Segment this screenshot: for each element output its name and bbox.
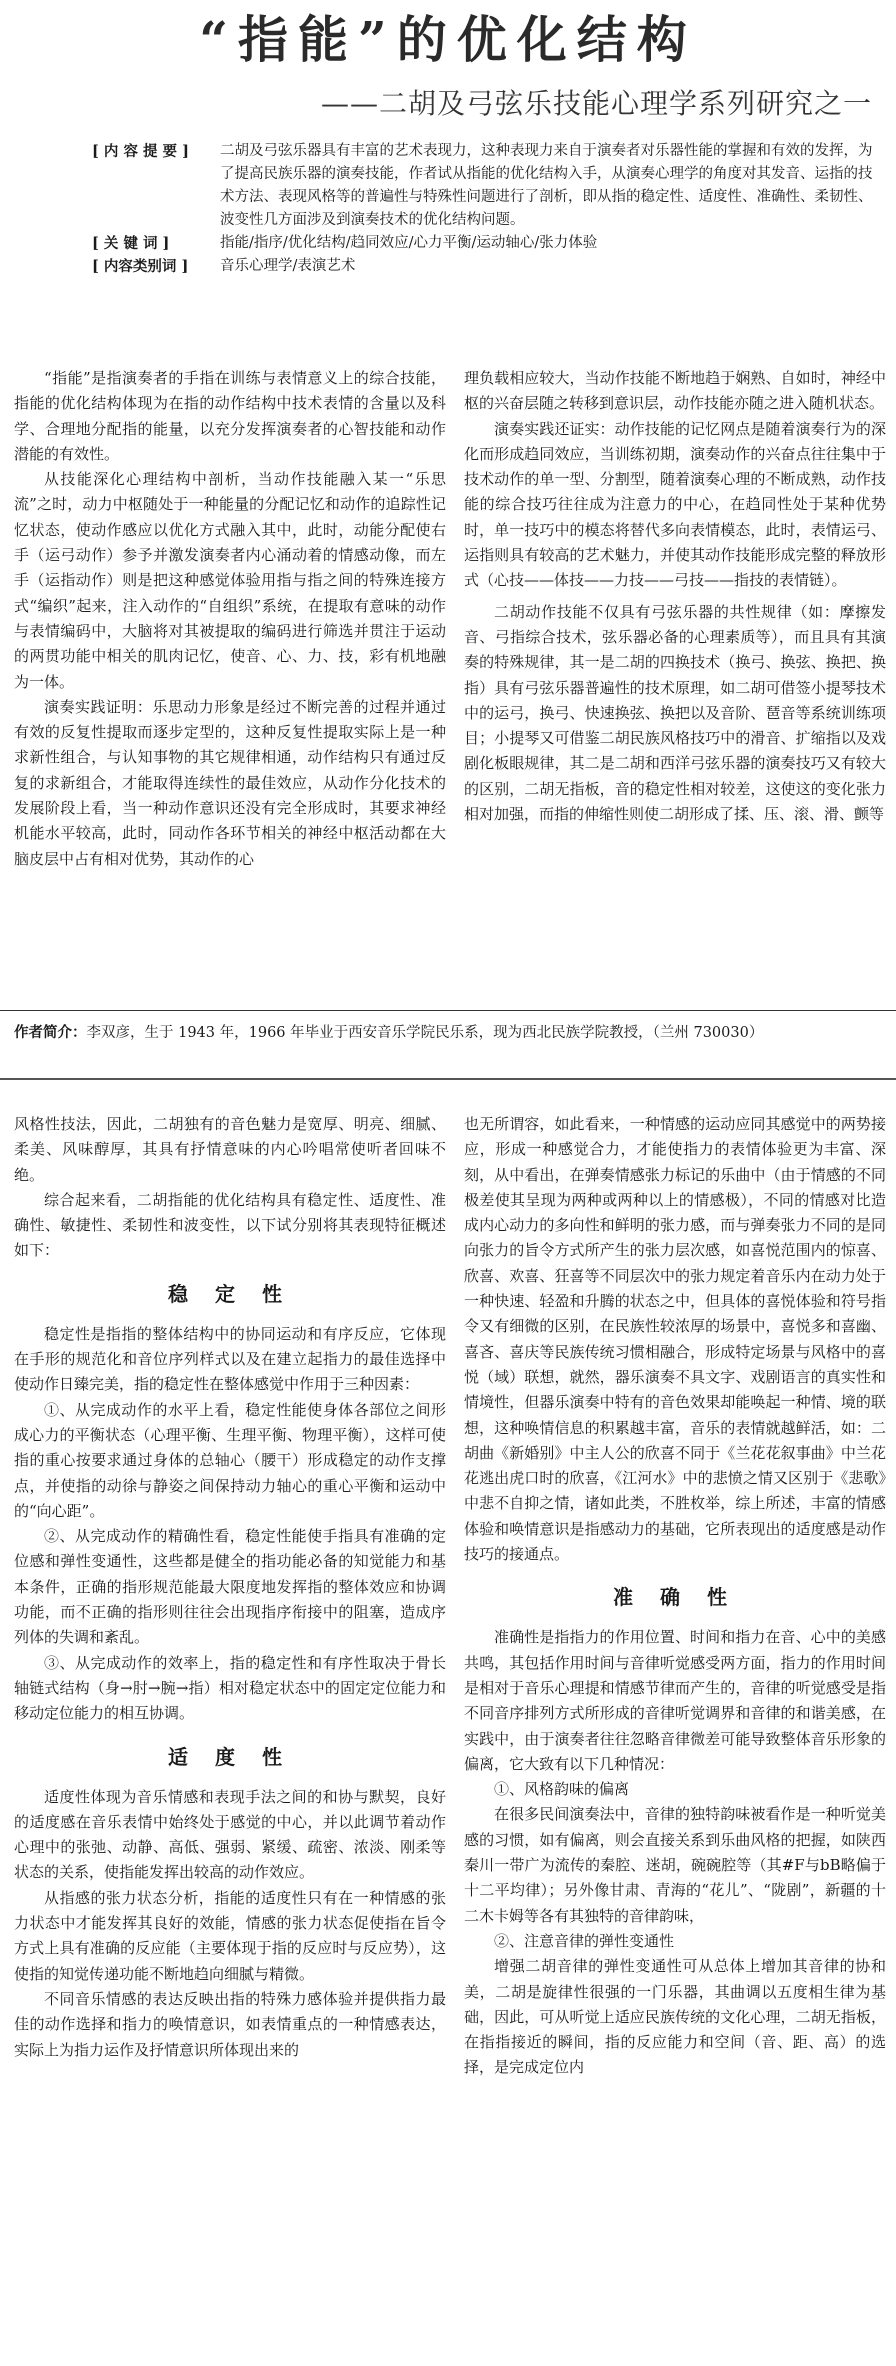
footnote-rule-top: [0, 1010, 896, 1011]
article-title: “指能”的优化结构: [199, 10, 697, 69]
category-row: [92, 255, 882, 278]
paragraph: 准确性是指指力的作用位置、时间和指力在音、心中的美感共鸣，其包括作用时间与音律听觉感受两方面，指力的作用时间是相对于音乐心理提和情感节律而产生的，音律的听觉感受是指不同音序排列方式所形成的音律听觉调界和音律的和谐美感，在实践中，由于演奏者往往忽略音律微差可能导致整体音乐形象的偏离，它大致有以下几种情况：: [464, 1628, 886, 1773]
paragraph: 演奏实践还证实：动作技能的记忆网点是随着演奏行为的深化而形成趋同效应，当训练初期，演奏动作的兴奋点往往集中于技术动作的单一型、分割型，随着演奏心理的不断成熟，动作技能的综合技巧往往成为注意力的中心，在趋同性处于某种优势时，单一技巧中的模态将替代多向表情模态，此时，表情运弓、运指则具有较高的艺术魅力，并使其动作技能形成完整的释放形式（心技——体技——力技——弓技——指技的表情链）。: [464, 419, 886, 590]
summary-label: [ 内 容 提 要 ]: [92, 143, 189, 160]
summary-row: [92, 140, 882, 232]
bottom-left-column: [14, 1112, 446, 2063]
paragraph: 风格性技法，因此，二胡独有的音色魅力是宽厚、明亮、细腻、柔美、风味醇厚，其具有抒情意味的内心吟唱常使听者回味不绝。: [14, 1115, 446, 1184]
paragraph: ①、从完成动作的水平上看，稳定性能使身体各部位之间形成心力的平衡状态（心理平衡、生理平衡、物理平衡），这样可使指的重心按要求通过身体的总轴心（腰干）形成稳定的动作支撑点，并使指的动徐与静姿之间保持动力轴心的重心平衡和运动中的“向心距”。: [14, 1400, 446, 1520]
paragraph: 不同音乐情感的表达反映出指的特殊力感体验并提供指力最佳的动作选择和指力的唤情意识，如表情重点的一种情感表达，实际上为指力运作及抒情意识所体现出来的: [14, 1989, 446, 2059]
section-heading-accuracy: 准 确 性: [613, 1585, 737, 1610]
category-text: 音乐心理学/表演艺术: [220, 258, 356, 274]
author-note-text: 李双彦，生于 1943 年，1966 年毕业于西安音乐学院民乐系，现为西北民族学院教授，（兰州 730030）: [86, 1025, 764, 1041]
section-heading-stability: 稳 定 性: [168, 1281, 292, 1306]
paragraph: 增强二胡音律的弹性变通性可从总体上增加其音律的协和美，二胡是旋律性很强的一门乐器，其曲调以五度相生律为基础，因此，可从听觉上适应民族传统的文化心理，二胡无指板，在指指接近的瞬间，指的反应能力和空间（音、距、高）的选择，是完成定位内: [464, 1957, 886, 2077]
paragraph: 演奏实践证明：乐思动力形象是经过不断完善的过程并通过有效的反复性提取而逐步定型的，这种反复性提取实际上是一种求新性组合，与认知事物的其它规律相通，动作结构只有通过反复的求新组合，才能取得连续性的最佳效应，从动作分化技术的发展阶段上看，当一种动作意识还没有完全形成时，其要求神经机能水平较高，此时，同动作各环节相关的神经中枢活动都在大脑皮层中占有相对优势，其动作的心: [14, 697, 446, 868]
paragraph: ③、从完成动作的效率上，指的稳定性和有序性取决于骨长轴链式结构（身→肘→腕→指）相对稳定状态中的固定定位能力和移动定位能力的相互协调。: [14, 1653, 446, 1723]
keywords-label: [ 关 键 词 ]: [92, 235, 170, 252]
paragraph: “指能”是指演奏者的手指在训练与表情意义上的综合技能，指能的优化结构体现为在指的动作结构中技术表情的含量以及科学、合理地分配指的能量，以充分发挥演奏者的心智技能和动作潜能的有效性。: [14, 369, 446, 463]
paragraph: 在很多民间演奏法中，音律的独特韵味被看作是一种听觉美感的习惯，如有偏离，则会直接关系到乐曲风格的把握，如陕西秦川一带广为流传的秦腔、迷胡，碗碗腔等（其#F与bB略偏于十二平均律）；另外像甘肃、青海的“花儿”、“陇剧”，新疆的十二木卡姆等各有其独特的音律韵味，: [464, 1805, 886, 1925]
paragraph: 从技能深化心理结构中剖析，当动作技能融入某一“乐思流”之时，动力中枢随处于一种能量的分配记忆和动作的追踪性记忆状态，使动作感应以优化方式融入其中，此时，动能分配使右手（运弓动作）参予并激发演奏者内心涌动着的情感动像，而左手（运指动作）则是把这种感觉体验用指与指之间的特殊连接方式“编织”起来，注入动作的“自组织”系统，在提取有意味的动作与表情编码中，大脑将对其被提取的编码进行筛选并贯注于运动的两贯功能中相关的肌肉记忆，使音、心、力、技，彩有机地融为一体。: [14, 470, 446, 691]
paragraph: 也无所谓容，如此看来，一种情感的运动应同其感觉中的两势接应，形成一种感觉合力，才能使指力的表情体验更为丰富、深刻，从中看出，在弹奏情感张力标记的乐曲中（由于情感的不同极差使其呈现为两种或两种以上的情感极），不同的情感对比造成内心动力的多向性和鲜明的张力感，而与弹奏张力不同的是同向张力的旨令方式所产生的张力层次感，如喜悦范围内的惊喜、欣喜、欢喜、狂喜等不同层次中的张力规定着音乐内在动力处于一种快速、轻盈和升腾的状态之中，但具体的喜悦体验和符号指令又有细微的区别，在民族性较浓厚的场景中，喜悦多和喜幽、喜吝、喜庆等民族传统习惯相融合，形成特定场景与风格中的喜悦（域）联想，就然，器乐演奏不具文字、戏剧语言的真实性和情境性，但器乐演奏中特有的音色效果却能唤起一种情、境的联想，这种唤情信息的积累越丰富，音乐的表情就越鲜活，如：二胡曲《新婚别》中主人公的欣喜不同于《兰花花叙事曲》中兰花花逃出虎口时的欣喜，《江河水》中的悲愤之情又区别于《悲歌》中悲不自抑之情，诸如此类，不胜枚举，综上所述，丰富的情感体验和唤情意识是指感动力的基础，它所表现出的适度感是动作技巧的接通点。: [464, 1115, 886, 1564]
paragraph: ②、从完成动作的精确性看，稳定性能使手指具有准确的定位感和弹性变通性，这些都是健全的指功能必备的知觉能力和基本条件，正确的指形规范能最大限度地发挥指的整体效应和协调功能，而不正确的指形则往往会出现指序衔接中的阻塞，造成序列体的失调和紊乱。: [14, 1527, 446, 1647]
section-heading-moderation: 适 度 性: [168, 1744, 292, 1769]
paragraph: 适度性体现为音乐情感和表现手法之间的和协与默契，良好的适度感在音乐表情中始终处于感觉的中心，并以此调节着动作心理中的张弛、动静、高低、强弱、紧缓、疏密、浓淡、刚柔等状态的关系，使指能发挥出较高的动作效应。: [14, 1787, 446, 1882]
summary-text: 二胡及弓弦乐器具有丰富的艺术表现力，这种表现力来自于演奏者对乐器性能的掌握和有效的发挥，为了提高民族乐器的演奏技能，作者试从指能的优化结构入手，从演奏心理学的角度对其发音、运指的技术方法、表现风格等的普遍性与特殊性问题进行了剖析，即从指的稳定性、适度性、准确性、柔韧性、波变性几方面涉及到演奏技术的优化结构问题。: [220, 143, 873, 228]
paragraph: ②、注意音律的弹性变通性: [494, 1931, 675, 1950]
top-left-column: [14, 366, 446, 872]
keywords-text: 指能/指序/优化结构/趋同效应/心力平衡/运动轴心/张力体验: [220, 235, 598, 251]
author-note: [14, 1020, 884, 1046]
page-break-rule: [0, 1078, 896, 1080]
category-label: [ 内容类别词 ]: [92, 258, 189, 275]
paragraph: 综合起来看，二胡指能的优化结构具有稳定性、适度性、准确性、敏捷性、柔韧性和波变性，以下试分别将其表现特征概述如下：: [14, 1190, 446, 1260]
keywords-row: [92, 232, 882, 255]
bottom-right-column: [464, 1112, 886, 2081]
article-subtitle: ——二胡及弓弦乐技能心理学系列研究之一: [320, 87, 872, 120]
paragraph: 稳定性是指指的整体结构中的协同运动和有序反应，它体现在手形的规范化和音位序列样式以及在建立起指力的最佳选择中使动作日臻完美，指的稳定性在整体感觉中作用于三种因素：: [14, 1324, 446, 1394]
paragraph: ①、风格韵味的偏离: [494, 1780, 630, 1799]
paragraph: 理负载相应较大，当动作技能不断地趋于娴熟、自如时，神经中枢的兴奋层随之转移到意识层，动作技能亦随之进入随机状态。: [464, 369, 886, 413]
paragraph: 二胡动作技能不仅具有弓弦乐器的共性规律（如：摩擦发音、弓指综合技术，弦乐器必备的心理素质等），而且具有其演奏的特殊规律，其一是二胡的四换技术（换弓、换弦、换把、换指）具有弓弦乐器普遍性的技术原理，如二胡可借签小提琴技术中的运弓，换弓、快速换弦、换把以及音阶、琶音等系统训练项目；小提琴又可借鉴二胡民族风格技巧中的滑音、扩缩指以及戏剧化板眼规律，其二是二胡和西洋弓弦乐器的演奏技巧又有较大的区别，二胡无指板，音的稳定性相对较差，这使这的变化张力相对加强，而指的伸缩性则使二胡形成了揉、压、滚、滑、颤等: [464, 602, 886, 824]
abstract-block: [92, 140, 882, 278]
top-right-column: [464, 366, 886, 827]
author-note-label: 作者简介：: [14, 1024, 87, 1041]
paragraph: 从指感的张力状态分析，指能的适度性只有在一种情感的张力状态中才能发挥其良好的效能，情感的张力状态促使指在旨令方式上具有准确的反应能（主要体现于指的反应时与反应势），这使指的知觉传递功能不断地趋向细腻与精微。: [14, 1888, 446, 1983]
